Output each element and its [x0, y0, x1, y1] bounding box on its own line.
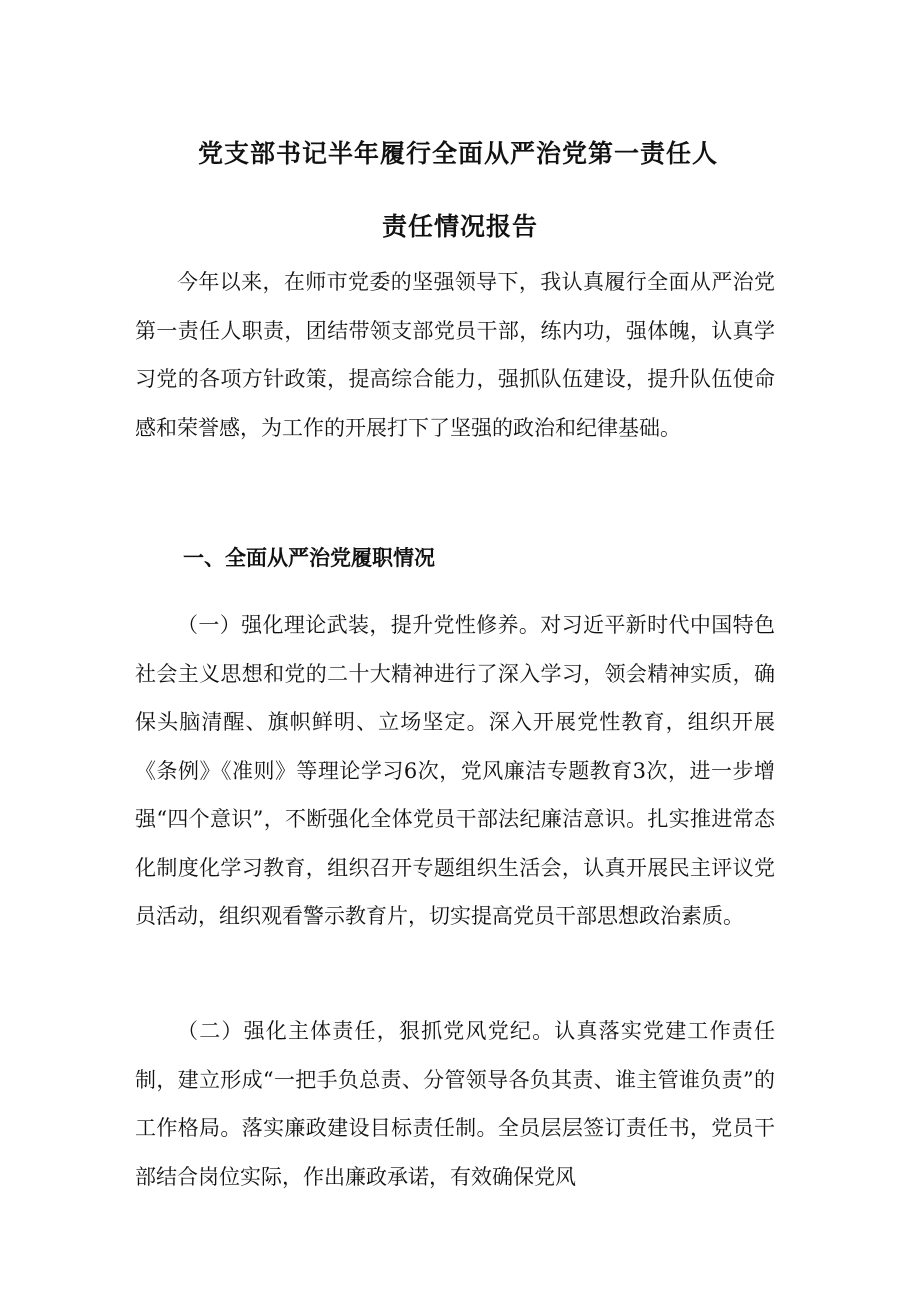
document-title-line-1: 党支部书记半年履行全面从严治党第一责任人 — [197, 139, 718, 168]
section-heading: 一、全面从严治党履职情况 — [183, 546, 435, 570]
intro-paragraph: 今年以来，在师市党委的坚强领导下，我认真履行全面从严治党第一责任人职责，团结带领支部党员干部，练内功，强体魄，认真学习党的各项方针政策，提高综合能力，强抓队伍建设，提升队伍使命感和荣誉感，为工作的开展打下了坚强的政治和纪律基础。 — [135, 270, 775, 440]
document-title-line-2: 责任情况报告 — [381, 212, 538, 241]
section-1-paragraph-1: （一）强化理论武装，提升党性修养。对习近平新时代中国特色社会主义思想和党的二十大精神进行了深入学习，领会精神实质，确保头脑清醒、旗帜鲜明、立场坚定。深入开展党性教育，组织开展《条例》《准则》等理论学习6次，党风廉洁专题教育3次，进一步增强“四个意识”，不断强化全体党员干部法纪廉洁意识。扎实推进常态化制度化学习教育，组织召开专题组织生活会，认真开展民主评议党员活动，组织观看警示教育片，切实提高党员干部思想政治素质。 — [135, 613, 775, 928]
section-1-paragraph-2: （二）强化主体责任，狠抓党风党纪。认真落实党建工作责任制，建立形成“一把手负总责、分管领导各负其责、谁主管谁负责”的工作格局。落实廉政建设目标责任制。全员层层签订责任书，党员干部结合岗位实际，作出廉政承诺，有效确保党风 — [135, 1019, 775, 1189]
